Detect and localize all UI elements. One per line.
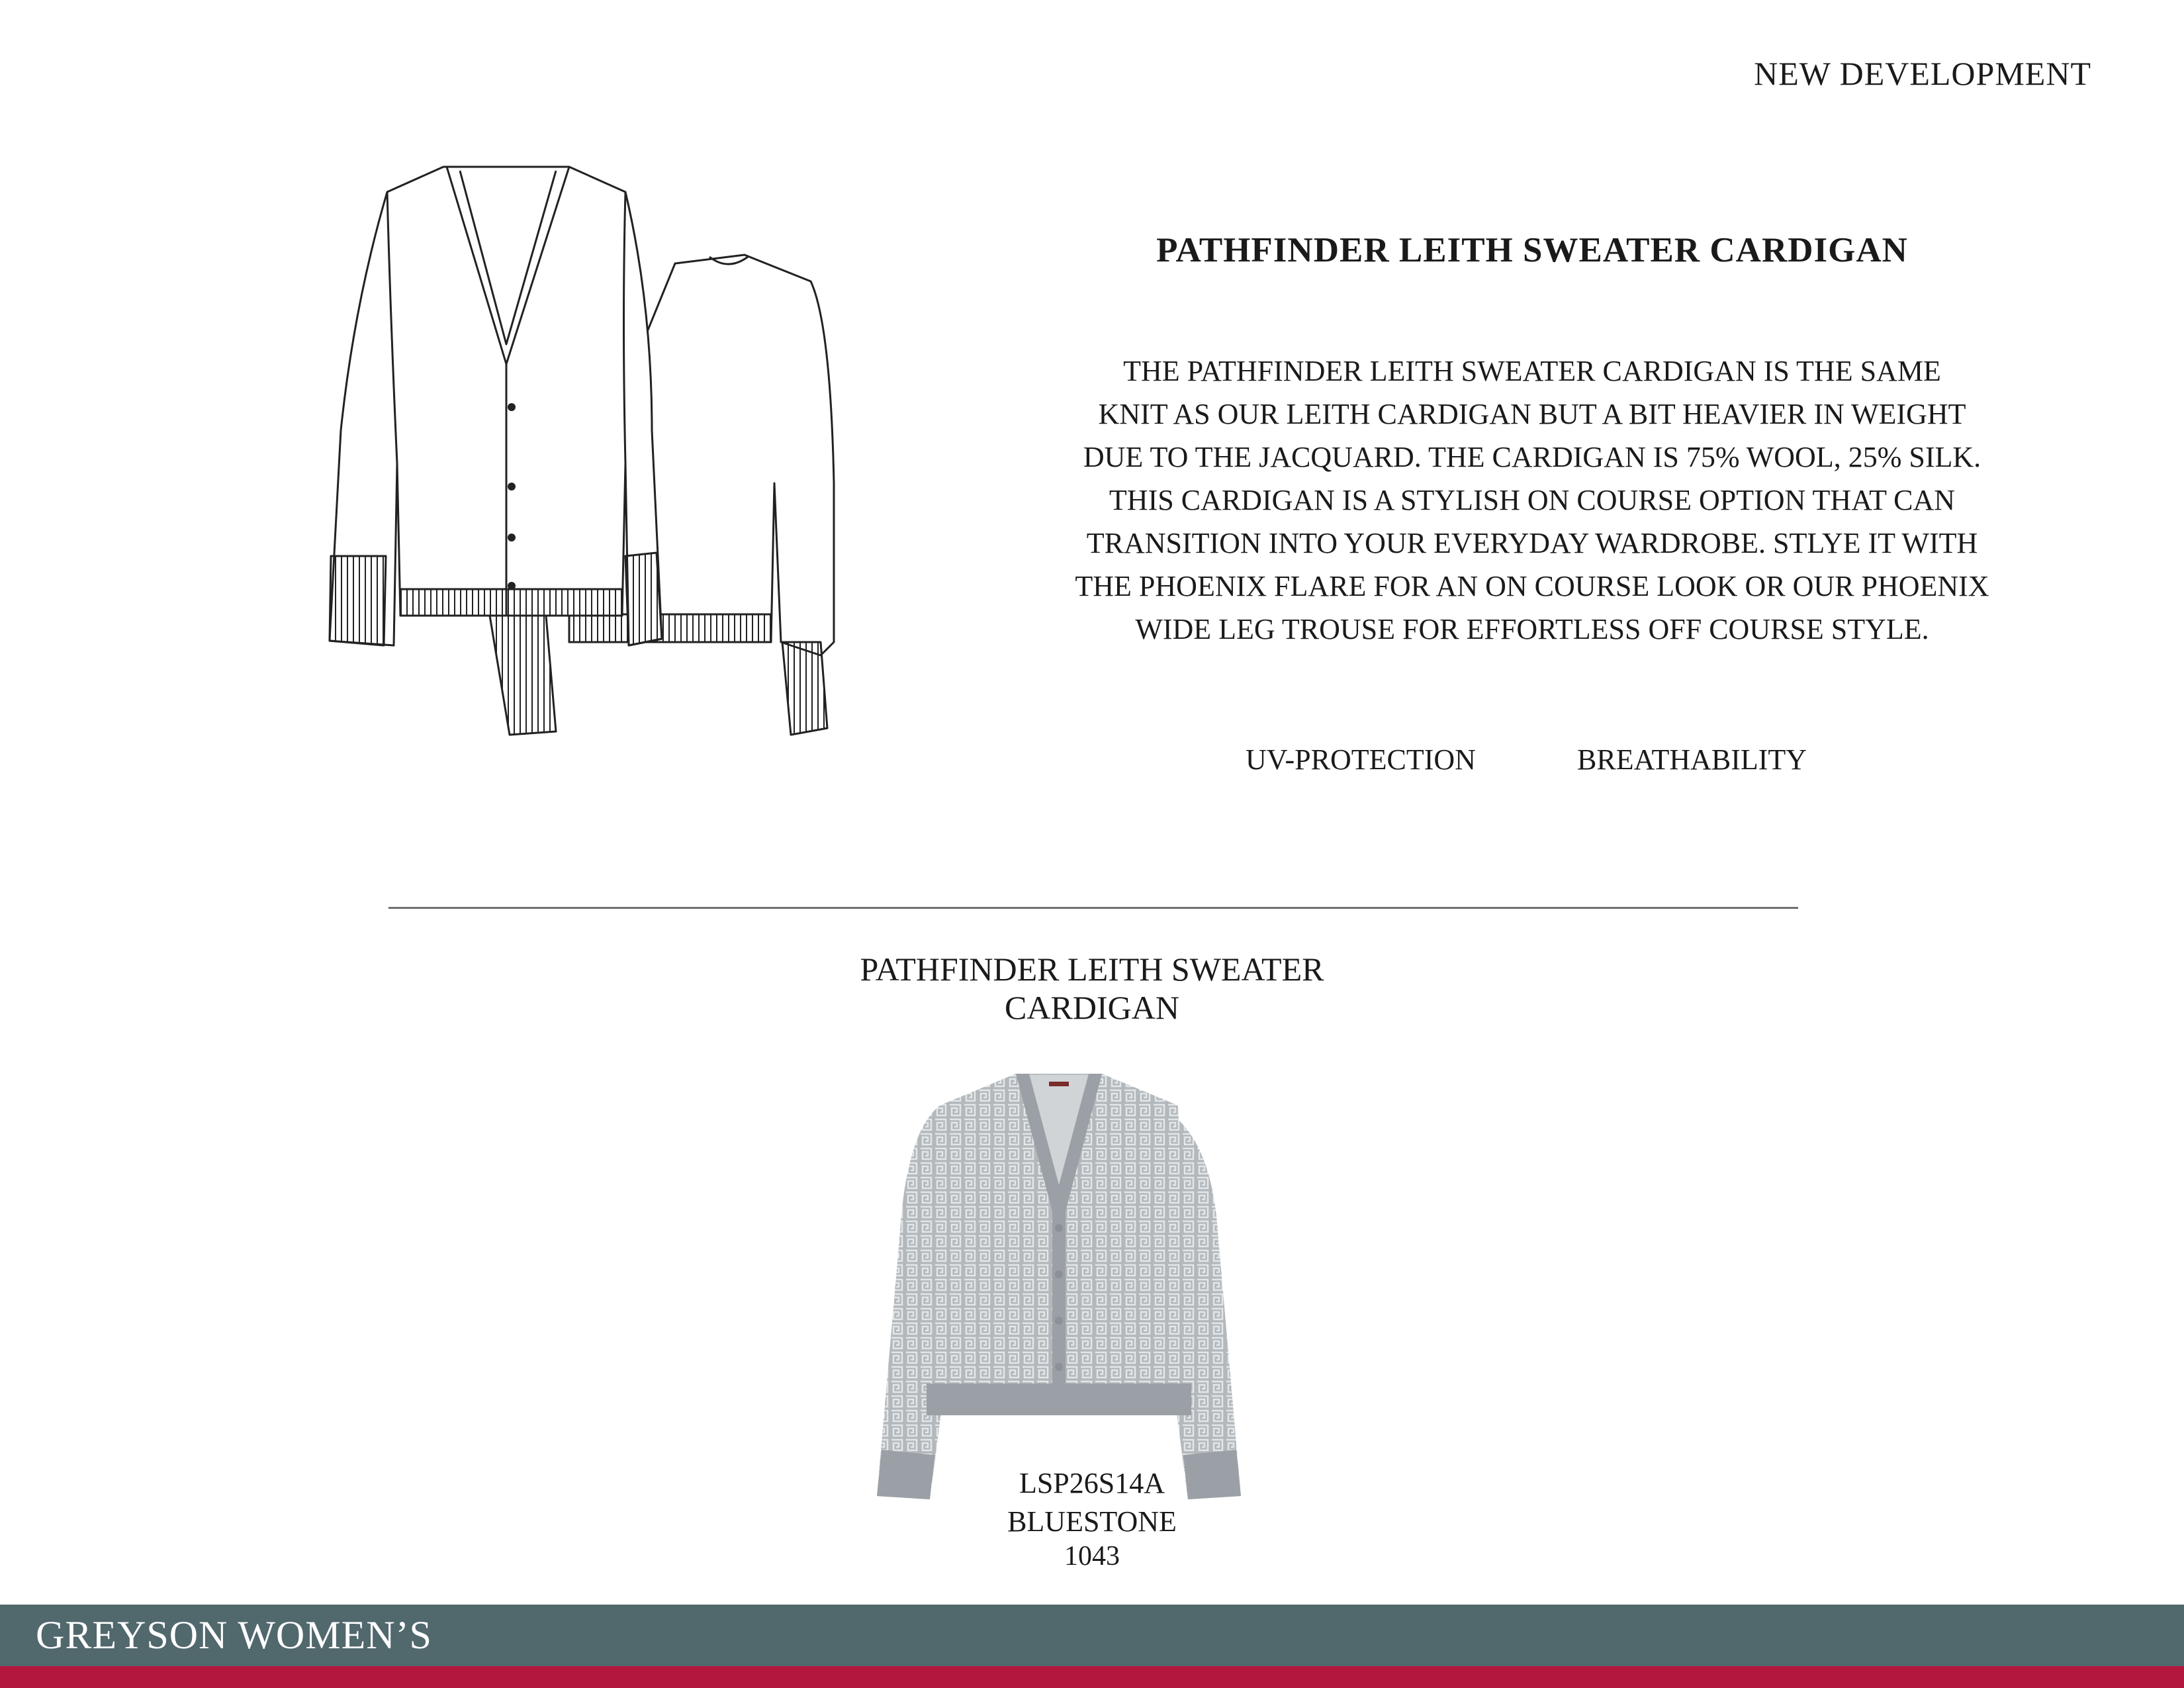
- colorway-title-line: PATHFINDER LEITH SWEATER: [860, 951, 1324, 988]
- product-description: [1013, 350, 2052, 651]
- accent-bar: [0, 1666, 2184, 1688]
- description-line: KNIT AS OUR LEITH CARDIGAN BUT A BIT HEAVIER IN WEIGHT: [1098, 398, 1966, 430]
- color-name: BLUESTONE: [1007, 1505, 1177, 1538]
- description-line: WIDE LEG TROUSE FOR EFFORTLESS OFF COURSE STYLE.: [1135, 613, 1929, 645]
- cardigan-product-image: [860, 1059, 1324, 1523]
- style-number: LSP26S14A: [1019, 1467, 1165, 1499]
- cardigan-flat-sketch: [291, 152, 927, 748]
- product-title: PATHFINDER LEITH SWEATER CARDIGAN: [1156, 231, 1908, 269]
- description-line: THE PHOENIX FLARE FOR AN ON COURSE LOOK OR OUR PHOENIX: [1075, 570, 1989, 602]
- description-line: THIS CARDIGAN IS A STYLISH ON COURSE OPTION THAT CAN: [1109, 484, 1956, 516]
- brand-label: GREYSON WOMEN’S: [36, 1613, 432, 1657]
- description-line: DUE TO THE JACQUARD. THE CARDIGAN IS 75% WOOL, 25% SILK.: [1083, 441, 1981, 473]
- feature-uv-protection: UV-PROTECTION: [1246, 743, 1476, 776]
- feature-breathability: BREATHABILITY: [1577, 743, 1807, 776]
- description-line: TRANSITION INTO YOUR EVERYDAY WARDROBE. STLYE IT WITH: [1086, 527, 1978, 559]
- colorway-title-line: CARDIGAN: [1005, 989, 1179, 1026]
- description-line: THE PATHFINDER LEITH SWEATER CARDIGAN IS THE SAME: [1123, 355, 1941, 387]
- color-code: 1043: [1064, 1541, 1120, 1571]
- new-development-label: NEW DEVELOPMENT: [1754, 55, 2091, 92]
- section-divider: [388, 907, 1798, 909]
- colorway-title: [761, 950, 1423, 1027]
